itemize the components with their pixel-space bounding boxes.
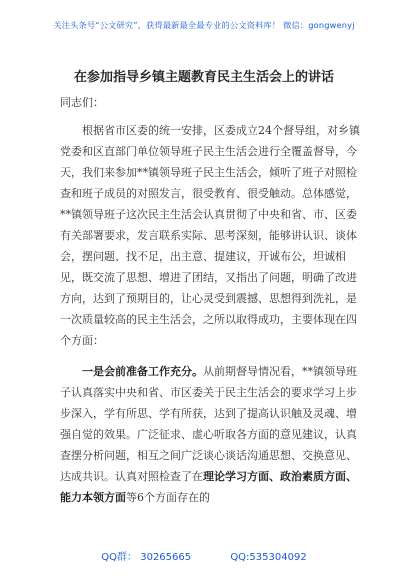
footer-qq: QQ:535304092 — [230, 552, 307, 563]
page-footer — [0, 548, 408, 563]
header-note: 关注头条号“公文研究”，获得最新最全最专业的公文资料库！ 微信：gongwenyj — [53, 20, 355, 30]
salutation: 同志们： — [60, 96, 104, 109]
paragraph-2-lead: 一是会前准备工作充分。 — [82, 365, 203, 378]
paragraph-2 — [60, 361, 360, 508]
paragraph-2-tail: 等6个方面存在的 — [126, 491, 210, 504]
document-body — [60, 120, 360, 508]
footer-qq-group: QQ群： 30265665 — [101, 552, 192, 563]
paragraph-2-emphasis: 理论学习方面、政治素质方面、能力本领方面 — [60, 470, 357, 504]
paragraph-1: 根据省市区委的统一安排，区委成立24个督导组，对乡镇党委和区直部门单位领导班子民主生活会进行全覆盖督导，今天，我们来参加**镇领导班子民主生活会，倾听了班子对照检查和班子成员的对照发言，很受教育、很受触动。总体感觉，**镇领导班子这次民主生活会认真贯彻了中央和省、市、区委有关部署要求，发言联系实际、思考深刻，能够讲认识、谈体会，摆问题、找不足，出主意、提建议，开诚布公，坦诚相见，既交流了思想、增进了团结，又指出了问题，明确了改进方向，达到了预期目的，让心灵受到震撼、思想得到洗礼，是一次质量较高的民主生活会，之所以取得成功，主要体现在四个方面： — [60, 124, 360, 347]
paragraph-2-text: 从前期督导情况看，**镇领导班子认真落实中央和省、市区委关于民主生活会的要求学习上步步深入，学有所思、学有所获，达到了提高认识触及灵魂、增强自觉的效果。广泛征求、虚心听取各方面的意见建议，认真查摆分析问题，相互之间广泛谈心谈话沟通思想、交换意见、达成共识。认真对照检查了在 — [60, 365, 357, 483]
page-header — [0, 0, 408, 64]
document-title: 在参加指导乡镇主题教育民主生活会上的讲话 — [73, 70, 334, 85]
